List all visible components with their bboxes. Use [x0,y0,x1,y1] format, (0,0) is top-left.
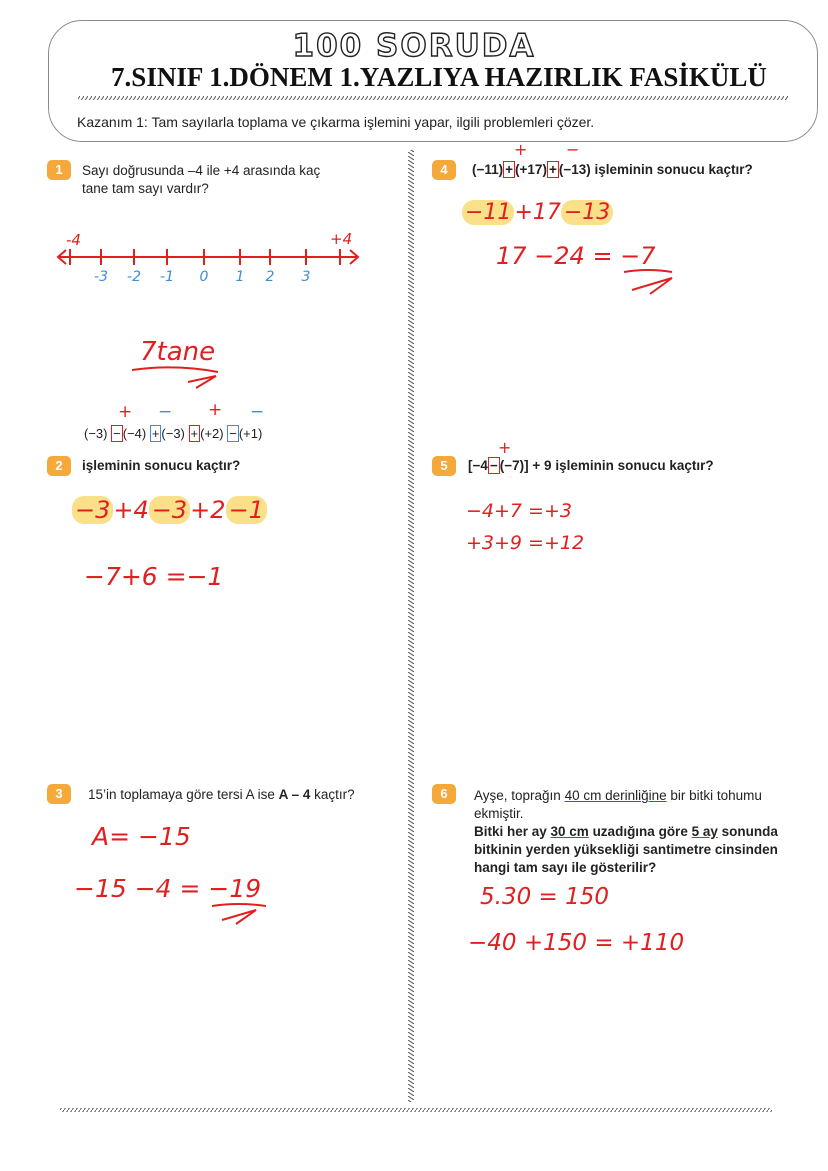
tick-label: 0 [199,269,209,285]
work-term: −1 [226,496,267,524]
question-3-text-post: kaçtır? [310,787,355,802]
text-segment-underlined: 30 cm [550,824,589,839]
work-term: +4 [113,496,149,524]
tick-label: 3 [301,269,311,285]
answer-arrow-icon [632,278,672,294]
question-1-answer: 7tane [140,337,216,367]
expr-term: (−7)] [499,458,529,473]
question-3-text-pre: 15’in toplamaya göre tersi A ise [88,787,279,802]
tick-label: -1 [160,269,174,285]
expr-operator-boxed: − [489,458,498,473]
answer-underline [624,270,672,272]
question-badge: 3 [47,784,71,804]
numberline-label-right: +4 [330,230,353,248]
question-5-text: + 9 işleminin sonucu kaçtır? [528,458,714,473]
question-6-line1 [474,787,804,805]
expr-operator-boxed: + [505,162,514,177]
question-5-work-line2: +3+9 =+12 [466,532,585,554]
question-6-line2: ekmiştir. [474,806,524,821]
text-segment-underlined: 40 cm derinliğine [564,788,667,803]
question-6-bold-line3: hangi tam sayı ile gösterilir? [474,860,657,875]
expr-operator-boxed: + [548,162,557,177]
question-6-bold-line1 [474,823,804,841]
question-badge: 1 [47,160,71,180]
expr-operator-boxed: + [190,426,199,441]
brand-title: 100 SORUDA [292,28,536,64]
work-term: −3 [72,496,113,524]
sign-mark: + [498,438,512,457]
objective-text: Kazanım 1: Tam sayılarla toplama ve çıkarma işlemini yapar, ilgili problemleri çözer. [77,114,595,130]
text-segment: bir bitki tohumu [666,788,762,803]
work-term: −3 [149,496,190,524]
text-segment: uzadığına göre [588,824,692,839]
question-6-bold-line2: bitkinin yerden yüksekliği santimetre cinsinden [474,842,778,857]
expr-operator-boxed: − [229,426,237,441]
sign-mark: − [566,140,580,159]
text-segment: sonunda [717,824,778,839]
question-6-work-line1: 5.30 = 150 [480,884,610,910]
expr-term: (−3) [161,426,185,441]
work-term: −11 [462,200,514,225]
sign-mark: − [158,402,173,422]
expr-term: (+2) [200,426,224,441]
question-1-line2: tane tam sayı vardır? [82,181,209,196]
numberline-label-left: -4 [66,231,81,249]
tick-label: -2 [127,269,141,285]
sign-mark: + [514,140,528,159]
expr-term: (+1) [238,426,263,441]
tick-label: 2 [265,269,275,285]
question-4-text: işleminin sonucu kaçtır? [590,162,753,177]
expr-operator-boxed: − [113,426,121,441]
question-badge: 2 [47,456,71,476]
expr-term: (−4) [122,426,147,441]
question-1-line1: Sayı doğrusunda –4 ile +4 arasında kaç [82,163,321,178]
work-term: +17 [514,200,561,225]
question-5-expression [468,458,714,473]
sign-mark: + [208,400,223,420]
expr-term: (+17) [515,162,547,177]
text-segment: Bitki her ay [474,824,551,839]
expr-term: (−13) [558,162,591,177]
sign-mark: + [118,402,133,422]
expr-term: (−11) [472,162,504,177]
expr-term: (−3) [84,426,108,441]
sign-mark: − [250,402,265,422]
question-badge: 5 [432,456,456,476]
question-6-text [474,787,804,877]
tick-label: 1 [235,269,245,285]
page-title: 7.SINIF 1.DÖNEM 1.YAZLIYA HAZIRLIK FASİKÜLÜ [111,62,767,92]
question-2-text: işleminin sonucu kaçtır? [82,458,241,473]
work-term: +2 [190,496,226,524]
text-segment: Ayşe, toprağın [474,788,565,803]
question-badge: 4 [432,160,456,180]
question-3-text-bold: A – 4 [278,787,311,802]
question-5-work-line1: −4+7 =+3 [466,500,572,522]
question-3-work-line2: −15 −4 = −19 [74,874,262,903]
question-6-work-line2: −40 +150 = +110 [468,930,685,956]
text-segment-underlined: 5 ay [691,824,718,839]
expr-operator-boxed: + [151,426,160,441]
question-2-work-line2: −7+6 =−1 [84,562,224,591]
tick-label: -3 [94,269,108,285]
question-badge: 6 [432,784,456,804]
question-4-work-line2: 17 −24 = −7 [496,242,656,270]
question-3-work-line1: A= −15 [92,822,191,851]
work-term: −13 [561,200,613,225]
expr-term: [−4 [468,458,488,473]
